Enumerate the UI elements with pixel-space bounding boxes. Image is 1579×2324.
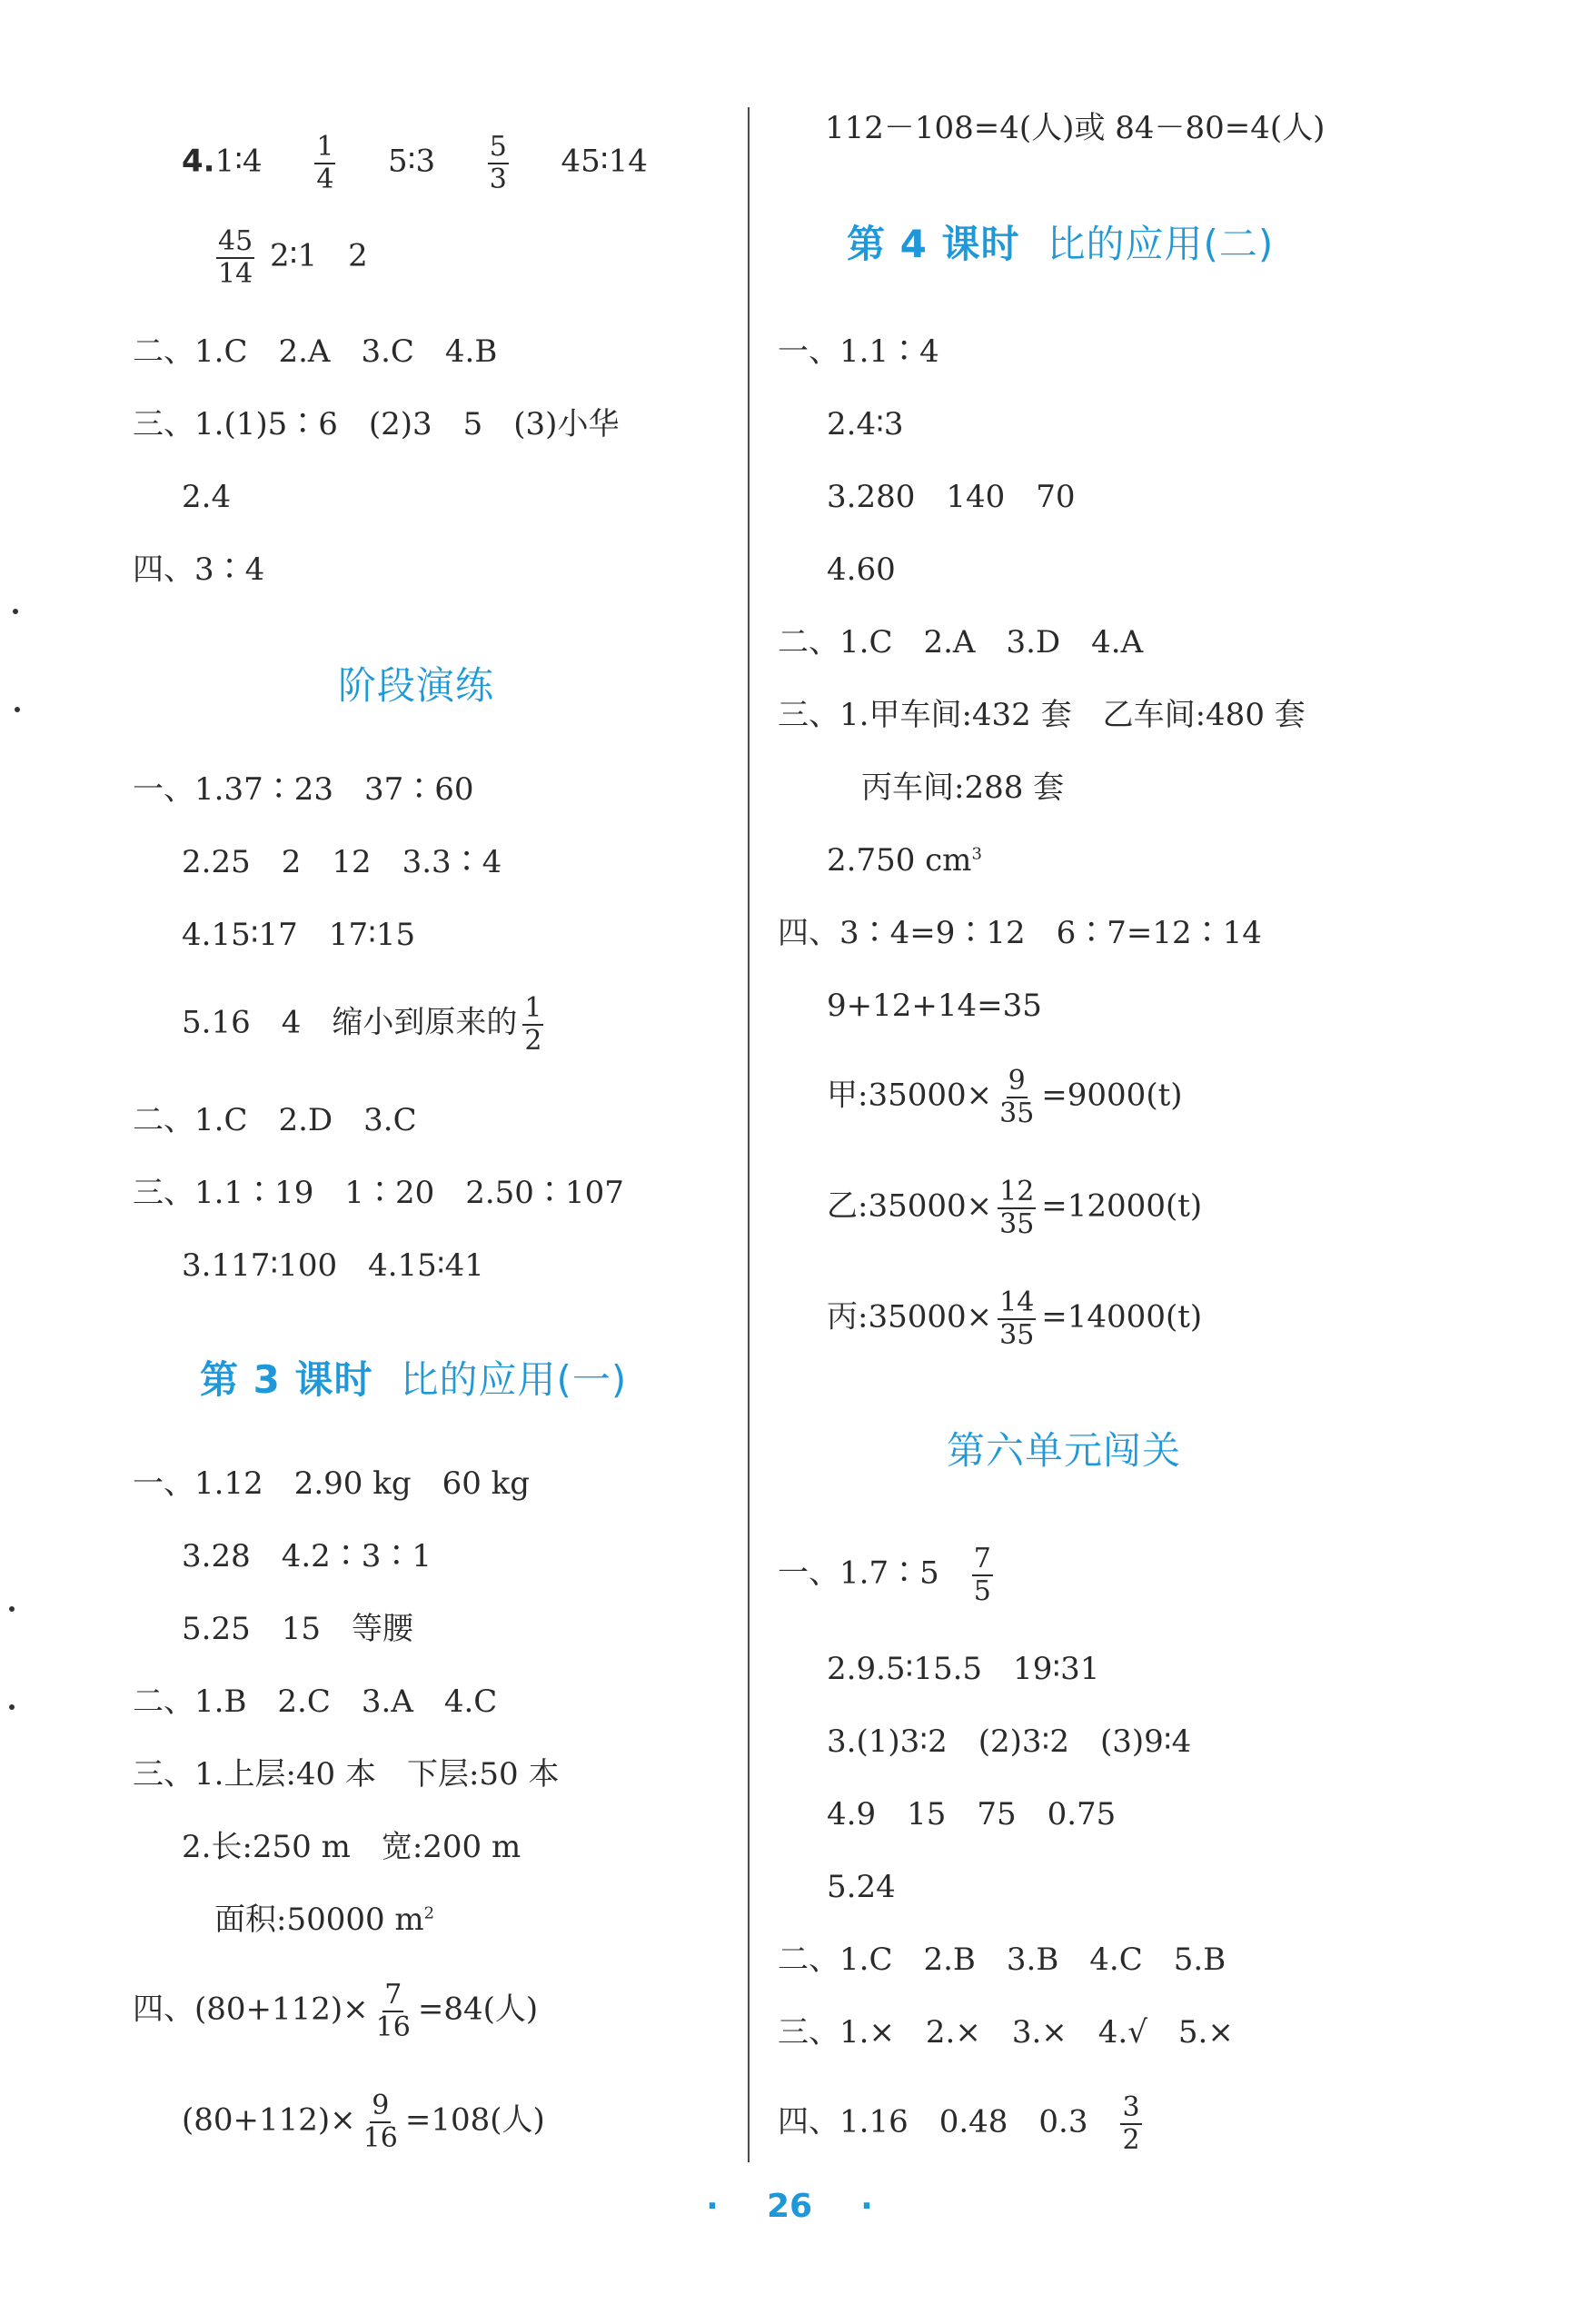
answer-line: 一、1.7∶5 $\frac{7}{5}$ <box>778 1543 991 1607</box>
answer-line: 二、1.C 2.A 3.D 4.A <box>778 624 1144 660</box>
answer-line: 三、1.上层:40 本 下层:50 本 <box>133 1756 560 1793</box>
column-divider <box>748 107 750 2162</box>
fraction: $\frac{14}{35}$ <box>999 1286 1035 1351</box>
fraction: $\frac{9}{35}$ <box>999 1065 1035 1129</box>
answer-line: 3.(1)3∶2 (2)3∶2 (3)9∶4 <box>827 1723 1192 1760</box>
answer-line: 4.9 15 75 0.75 <box>827 1796 1117 1832</box>
answer-line: 3.280 140 70 <box>827 479 1076 515</box>
answer-line: 丙车间:288 套 <box>861 770 1065 806</box>
answer-line: 112－108=4(人)或 84－80=4(人) <box>825 110 1326 146</box>
answer-line: 4.15∶17 17∶15 <box>182 917 416 953</box>
answer-line: 四、3∶4=9∶12 6∶7=12∶14 <box>778 915 1262 951</box>
answer-line: 9+12+14=35 <box>827 988 1042 1024</box>
answer-line: 一、1.12 2.90 kg 60 kg <box>133 1465 531 1502</box>
answer-line: 四、1.16 0.48 0.3 $\frac{3}{2}$ <box>778 2091 1140 2156</box>
answer-line: 三、1.甲车间:432 套 乙车间:480 套 <box>778 697 1306 733</box>
page-number: · 26 · <box>706 2188 873 2225</box>
answer-line: 三、1.× 2.× 3.× 4.√ 5.× <box>778 2014 1234 2051</box>
answer-line: 一、1.1∶4 <box>778 333 939 370</box>
fraction: $\frac{9}{16}$ <box>362 2090 398 2154</box>
answer-line: 2.25 2 12 3.3∶4 <box>182 844 502 880</box>
section-heading: 第 4 课时 比的应用(二) <box>847 222 1275 266</box>
answer-line: 一、1.37∶23 37∶60 <box>133 771 474 808</box>
answer-line: 3.28 4.2∶3∶1 <box>182 1538 432 1574</box>
section-heading: 阶段演练 <box>338 663 495 708</box>
answer-line: 2.4 <box>182 479 232 515</box>
margin-dot <box>15 707 20 712</box>
answer-line: 二、1.C 2.D 3.C <box>133 1102 417 1138</box>
fraction: $\frac{12}{35}$ <box>999 1176 1035 1240</box>
answer-line: 2.9.5∶15.5 19∶31 <box>827 1651 1100 1687</box>
answer-line: 面积:50000 $m^2$ <box>214 1902 435 1938</box>
fraction: $\frac{45}{14}$ <box>218 225 253 290</box>
answer-line: 二、1.C 2.A 3.C 4.B <box>133 333 498 370</box>
margin-dot <box>9 1606 15 1612</box>
answer-line: 四、3∶4 <box>133 551 265 588</box>
answer-line: 4.1∶4 $\frac{1}{4}$ 5∶3 $\frac{5}{3}$ 45∶14 <box>182 131 648 195</box>
fraction: $\frac{1}{2}$ <box>524 992 542 1057</box>
answer-line: 2.750 $cm^3$ <box>827 842 982 879</box>
margin-dot <box>13 609 18 614</box>
answer-line: 丙:35000× $\frac{14}{35}$ =14000(t) <box>827 1286 1203 1351</box>
margin-dot <box>9 1704 15 1710</box>
answer-line: 4.60 <box>827 551 896 588</box>
answer-line: 二、1.B 2.C 3.A 4.C <box>133 1683 498 1720</box>
answer-line: 二、1.C 2.B 3.B 4.C 5.B <box>778 1942 1226 1978</box>
answer-line: 四、(80+112)× $\frac{7}{16}$ =84(人) <box>133 1979 539 2043</box>
fraction: $\frac{1}{4}$ <box>316 131 334 195</box>
fraction: $\frac{5}{3}$ <box>489 131 507 195</box>
section-heading: 第六单元闯关 <box>947 1428 1182 1473</box>
answer-line: 乙:35000× $\frac{12}{35}$ =12000(t) <box>827 1176 1203 1240</box>
answer-line: 5.24 <box>827 1869 896 1905</box>
answer-line: 3.117∶100 4.15∶41 <box>182 1247 484 1284</box>
answer-line: 甲:35000× $\frac{9}{35}$ =9000(t) <box>827 1065 1183 1129</box>
fraction: $\frac{7}{5}$ <box>973 1543 991 1607</box>
section-heading: 第 3 课时 比的应用(一) <box>200 1357 628 1402</box>
answer-line: 三、1.(1)5∶6 (2)3 5 (3)小华 <box>133 406 620 442</box>
answer-line: 5.16 4 缩小到原来的 $\frac{1}{2}$ <box>182 992 542 1057</box>
answer-line: 三、1.1∶19 1∶20 2.50∶107 <box>133 1175 624 1211</box>
answer-line: $\frac{45}{14}$ 2∶1 2 <box>218 225 368 290</box>
answer-line: (80+112)× $\frac{9}{16}$ =108(人) <box>182 2090 545 2154</box>
answer-line: 2.长:250 m 宽:200 m <box>182 1829 521 1865</box>
fraction: $\frac{7}{16}$ <box>375 1979 411 2043</box>
answer-line: 5.25 15 等腰 <box>182 1611 413 1647</box>
fraction: $\frac{3}{2}$ <box>1122 2091 1140 2156</box>
answer-line: 2.4∶3 <box>827 406 904 442</box>
